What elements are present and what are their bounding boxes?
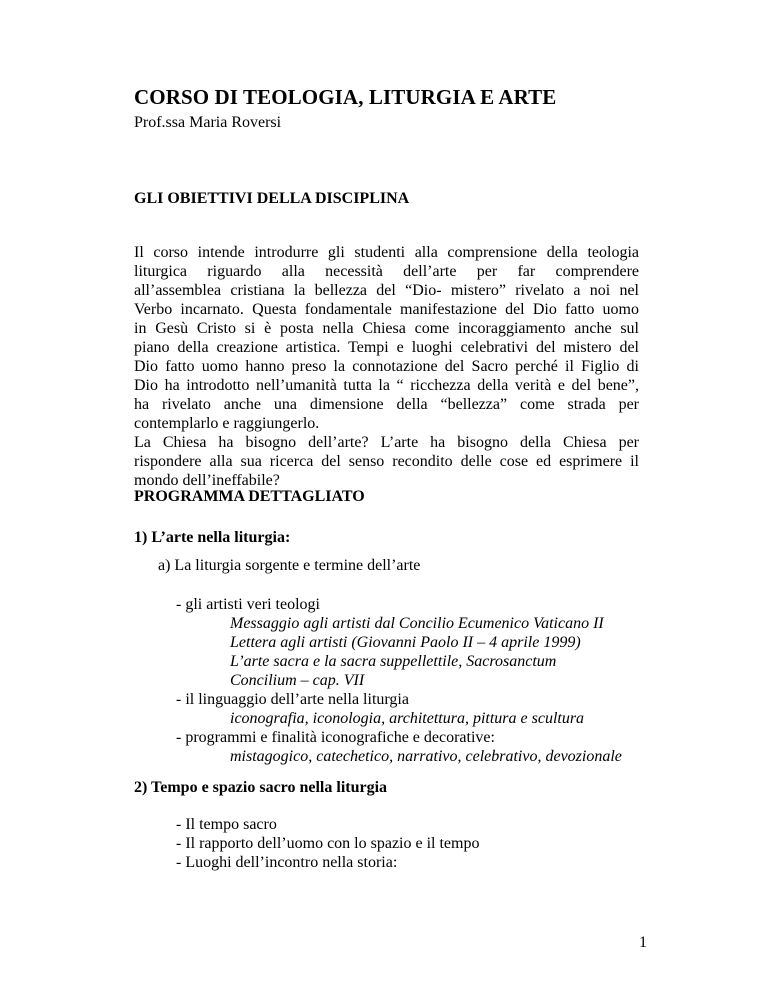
program-item-1: 1) L’arte nella liturgia: bbox=[134, 529, 291, 546]
list-item: - Luoghi dell’incontro nella storia: bbox=[176, 854, 398, 871]
paragraph-line: La Chiesa ha bisogno dell’arte? L’arte ha bisogno della Chiesa per bbox=[134, 434, 639, 451]
objectives-heading: GLI OBIETTIVI DELLA DISCIPLINA bbox=[134, 190, 410, 207]
list-item: Messaggio agli artisti dal Concilio Ecumenico Vaticano II bbox=[230, 615, 604, 632]
program-item-1-a: a) La liturgia sorgente e termine dell’arte bbox=[158, 557, 421, 574]
paragraph-line: mondo dell’ineffabile? bbox=[134, 472, 280, 489]
paragraph-line: Dio fatto uomo hanno preso la connotazione del Sacro perché il Figlio di bbox=[134, 358, 639, 375]
paragraph-line: Il corso intende introdurre gli studenti alla comprensione della teologia bbox=[134, 244, 639, 261]
list-item: L’arte sacra e la sacra suppellettile, Sacrosanctum bbox=[230, 653, 557, 670]
author-name: Prof.ssa Maria Roversi bbox=[134, 114, 282, 131]
paragraph-line: all’assemblea cristiana la bellezza del “Dio- mistero” rivelato a noi nel bbox=[134, 282, 639, 299]
paragraph-line: Verbo incarnato. Questa fondamentale manifestazione del Dio fatto uomo bbox=[134, 301, 639, 318]
list-item: - programmi e finalità iconografiche e decorative: bbox=[176, 729, 495, 746]
program-item-2-list bbox=[176, 815, 479, 872]
paragraph-line: contemplarlo e raggiungerlo. bbox=[134, 415, 320, 432]
paragraph-line: in Gesù Cristo si è posta nella Chiesa come incoraggiamento anche sul bbox=[134, 320, 639, 337]
program-item-1-list bbox=[176, 595, 622, 766]
paragraph-line: rispondere alla sua ricerca del senso recondito delle cose ed esprimere il bbox=[134, 453, 639, 470]
program-heading: PROGRAMMA DETTAGLIATO bbox=[134, 488, 365, 505]
paragraph-line: Dio ha introdotto nell’umanità tutta la “ ricchezza della verità e del bene”, bbox=[134, 377, 639, 394]
paragraph-line: liturgica riguardo alla necessità dell’arte per far comprendere bbox=[134, 263, 639, 280]
list-item: iconografia, iconologia, architettura, pittura e scultura bbox=[230, 710, 585, 727]
document-title: CORSO DI TEOLOGIA, LITURGIA E ARTE bbox=[134, 85, 557, 109]
list-item: mistagogico, catechetico, narrativo, celebrativo, devozionale bbox=[230, 748, 622, 765]
objectives-paragraph bbox=[134, 243, 639, 490]
list-item: - il linguaggio dell’arte nella liturgia bbox=[176, 691, 409, 708]
paragraph-line: piano della creazione artistica. Tempi e luoghi celebrativi del mistero del bbox=[134, 339, 639, 356]
list-item: - Il tempo sacro bbox=[176, 816, 277, 833]
page-number: 1 bbox=[639, 934, 647, 951]
list-item: Concilium – cap. VII bbox=[230, 672, 365, 689]
program-item-2: 2) Tempo e spazio sacro nella liturgia bbox=[134, 779, 388, 796]
list-item: - gli artisti veri teologi bbox=[176, 596, 320, 613]
list-item: Lettera agli artisti (Giovanni Paolo II – 4 aprile 1999) bbox=[230, 634, 581, 651]
paragraph-line: ha rivelato anche una dimensione della “bellezza” come strada per bbox=[134, 396, 639, 413]
list-item: - Il rapporto dell’uomo con lo spazio e il tempo bbox=[176, 835, 480, 852]
